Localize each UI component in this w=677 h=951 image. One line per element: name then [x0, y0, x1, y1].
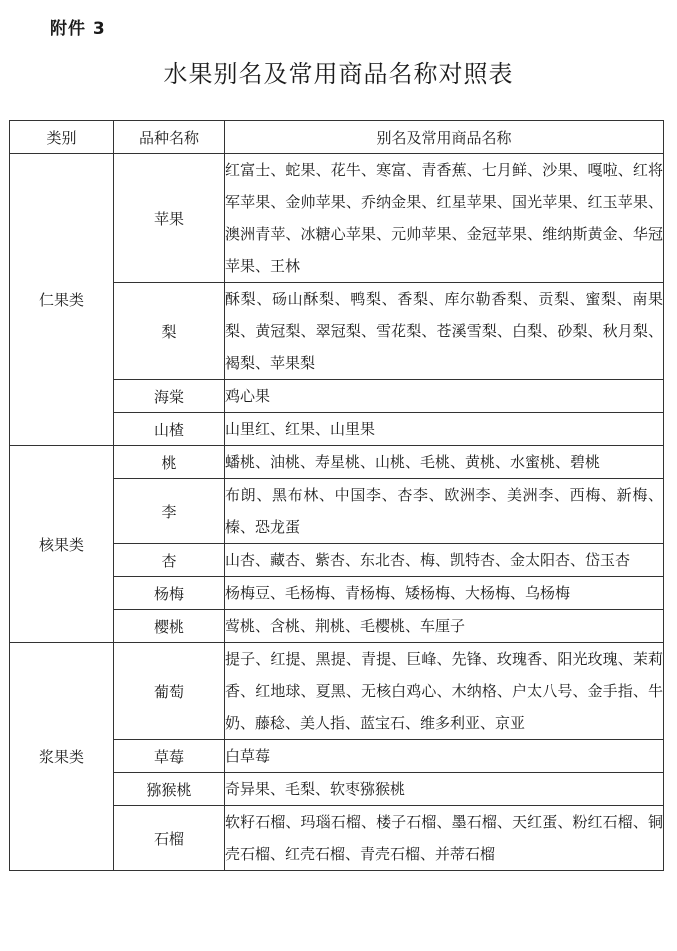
table-header-row	[10, 121, 664, 154]
variety-cell: 杏	[114, 544, 225, 577]
aliases-cell: 酥梨、砀山酥梨、鸭梨、香梨、库尔勒香梨、贡梨、蜜梨、南果梨、黄冠梨、翠冠梨、雪花梨、苍溪雪梨、白梨、砂梨、秋月梨、褐梨、苹果梨	[225, 283, 664, 380]
category-cell: 浆果类	[10, 643, 114, 871]
table-row	[10, 643, 664, 740]
aliases-cell: 软籽石榴、玛瑙石榴、楼子石榴、墨石榴、天红蛋、粉红石榴、铜壳石榴、红壳石榴、青壳石榴、并蒂石榴	[225, 806, 664, 871]
variety-cell: 樱桃	[114, 610, 225, 643]
variety-cell: 葡萄	[114, 643, 225, 740]
variety-cell: 苹果	[114, 154, 225, 283]
table-row	[10, 154, 664, 283]
aliases-cell: 提子、红提、黑提、青提、巨峰、先锋、玫瑰香、阳光玫瑰、茉莉香、红地球、夏黑、无核白鸡心、木纳格、户太八号、金手指、牛奶、藤稔、美人指、蓝宝石、维多利亚、京亚	[225, 643, 664, 740]
header-variety: 品种名称	[114, 121, 225, 154]
aliases-cell: 莺桃、含桃、荆桃、毛樱桃、车厘子	[225, 610, 664, 643]
variety-cell: 草莓	[114, 740, 225, 773]
aliases-cell: 布朗、黑布林、中国李、杏李、欧洲李、美洲李、西梅、新梅、榛、恐龙蛋	[225, 479, 664, 544]
aliases-cell: 白草莓	[225, 740, 664, 773]
document-title: 水果别名及常用商品名称对照表	[163, 60, 514, 88]
variety-cell: 海棠	[114, 380, 225, 413]
attachment-label: 附件 3	[50, 19, 106, 39]
variety-cell: 梨	[114, 283, 225, 380]
category-cell: 核果类	[10, 446, 114, 643]
variety-cell: 山楂	[114, 413, 225, 446]
variety-cell: 桃	[114, 446, 225, 479]
aliases-cell: 山里红、红果、山里果	[225, 413, 664, 446]
fruit-alias-table	[9, 120, 664, 871]
variety-cell: 猕猴桃	[114, 773, 225, 806]
aliases-cell: 鸡心果	[225, 380, 664, 413]
aliases-cell: 蟠桃、油桃、寿星桃、山桃、毛桃、黄桃、水蜜桃、碧桃	[225, 446, 664, 479]
variety-cell: 石榴	[114, 806, 225, 871]
aliases-cell: 奇异果、毛梨、软枣猕猴桃	[225, 773, 664, 806]
aliases-cell: 杨梅豆、毛杨梅、青杨梅、矮杨梅、大杨梅、乌杨梅	[225, 577, 664, 610]
table-row	[10, 446, 664, 479]
variety-cell: 杨梅	[114, 577, 225, 610]
category-cell: 仁果类	[10, 154, 114, 446]
variety-cell: 李	[114, 479, 225, 544]
header-aliases: 别名及常用商品名称	[225, 121, 664, 154]
aliases-cell: 山杏、藏杏、紫杏、东北杏、梅、凯特杏、金太阳杏、岱玉杏	[225, 544, 664, 577]
aliases-cell: 红富士、蛇果、花牛、寒富、青香蕉、七月鲜、沙果、嘎啦、红将军苹果、金帅苹果、乔纳金果、红星苹果、国光苹果、红玉苹果、澳洲青苹、冰糖心苹果、元帅苹果、金冠苹果、维纳斯黄金、华冠苹果、王林	[225, 154, 664, 283]
header-category: 类别	[10, 121, 114, 154]
